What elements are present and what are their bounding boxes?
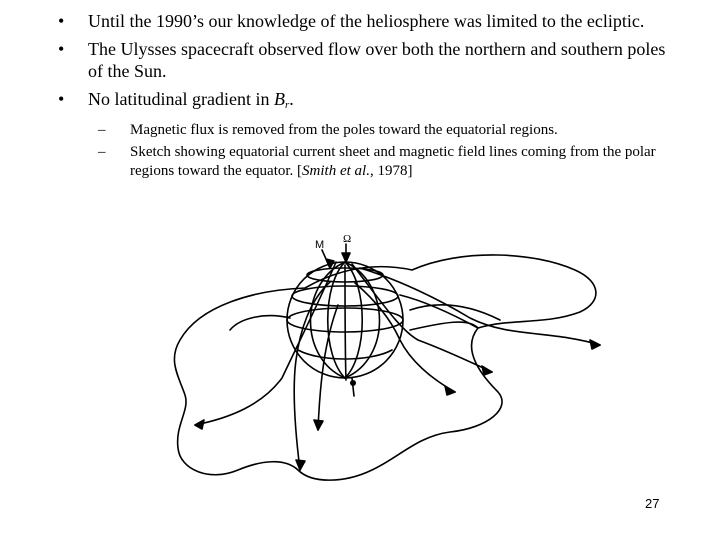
bullet-item — [58, 10, 678, 33]
bullet-text: The Ulysses spacecraft observed flow over both the northern and southern poles of the Sun. — [88, 38, 666, 81]
longitude-line — [345, 262, 362, 378]
arrowhead-icon — [342, 253, 350, 262]
citation: Smith et al. — [302, 163, 370, 179]
magnetic-axis-label: M — [315, 239, 325, 251]
sub-bullet-dash: – — [98, 144, 106, 160]
south-pole-dot — [351, 381, 355, 385]
bullet-dot: • — [58, 88, 65, 109]
bullet-text: No latitudinal gradient in $B_r$. — [88, 88, 294, 111]
arrowhead-icon — [314, 420, 323, 430]
bullet-dot: • — [58, 38, 65, 59]
sub-bullet-item — [98, 143, 678, 181]
bullet-item — [58, 38, 678, 83]
page-number: 27 — [645, 496, 660, 511]
arrowhead-icon — [590, 340, 600, 349]
sub-bullet-list — [88, 121, 678, 181]
bullet-text: Until the 1990’s our knowledge of the heliosphere was limited to the ecliptic. — [88, 11, 645, 31]
arrowhead-icon — [326, 259, 334, 268]
longitude-line — [328, 262, 345, 378]
sub-bullet-text: Sketch showing equatorial current sheet and magnetic field lines coming from the polar regions toward the equator. [Smith et al., 1978] — [130, 144, 656, 179]
sheet-fold — [230, 295, 478, 330]
field-line — [410, 305, 500, 320]
arrowhead-icon — [482, 366, 492, 375]
bullet-item — [58, 88, 678, 182]
rotation-axis-label: Ω — [343, 233, 352, 245]
arrowhead-icon — [195, 420, 204, 429]
bullet-dot: • — [58, 11, 65, 31]
sub-bullet-item — [98, 121, 678, 140]
r-subscript: r — [284, 98, 290, 111]
sub-bullet-text: Magnetic flux is removed from the poles toward the equatorial regions. — [130, 122, 558, 138]
b-symbol: B — [273, 88, 285, 109]
field-line — [355, 283, 455, 392]
sub-bullet-dash: – — [98, 122, 106, 138]
arrowhead-icon — [445, 386, 455, 395]
bullet-list — [58, 10, 678, 186]
heliospheric-current-sheet-sketch — [160, 228, 620, 498]
